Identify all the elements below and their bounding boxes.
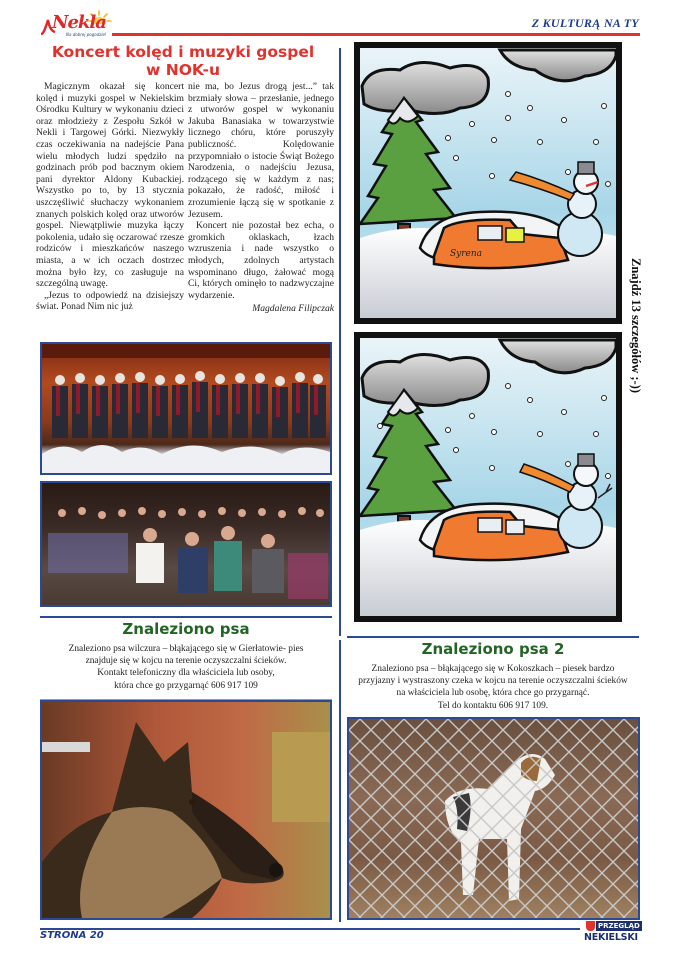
dog2-title: Znaleziono psa 2 [421, 640, 565, 658]
article-author: Magdalena Filipczak [252, 303, 334, 315]
paragraph: Koncert nie pozostał bez echa, o gromkich oklaskach, łzach wzruszenia i nade wszystko o młodych, zdolnych artystach wspominano długo, żałować mogą Ci, których ominęło to nadzwyczajne wydarzenie. [188, 220, 334, 301]
dog-fence-figure [349, 719, 638, 918]
article-headline [36, 43, 330, 79]
dog2-line: Znaleziono psa – błąkającego się w Kokoszkach – piesek bardzo [371, 664, 615, 674]
puzzle-caption: Znajdź 13 szczegółów ;-)) [629, 258, 643, 394]
nekla-logo [40, 10, 112, 40]
dog2-line: Tel do kontaktu 606 917 109. [437, 700, 549, 711]
headline-line-2: w NOK-u [146, 61, 220, 79]
winter-scene-modified [360, 338, 616, 616]
section-divider [347, 636, 639, 638]
article-column-1 [36, 81, 184, 313]
audience-figures [42, 483, 330, 605]
winter-scene-original [360, 48, 616, 318]
column-divider [339, 48, 341, 636]
dog2-description [345, 663, 641, 712]
shield-icon [586, 921, 595, 931]
puzzle-image-top [354, 42, 622, 324]
logo-tagline: Na dobrej pogodzie! [66, 32, 107, 37]
dog1-line: znajduje się w kojcu na terenie oczyszczalni ścieków. [85, 656, 287, 667]
choir-on-stage-photo [40, 342, 332, 475]
section-divider [40, 616, 332, 618]
section-title: Z KULTURĄ NA TY [531, 16, 639, 30]
page-number: STRONA 20 [40, 930, 104, 941]
choir-figures [42, 344, 330, 473]
dog1-line: która chce go przygarnąć 606 917 109 [114, 680, 258, 691]
przeglad-nekielski-logo [584, 921, 642, 951]
dog-shepherd-figure [42, 702, 330, 918]
dog2-line: przyjazny i wystraszony czeka w kojcu na terenie oczyszczalni ścieków [358, 676, 628, 687]
dog2-line: na właściciela lub osobę, która chce go przygarnąć. [396, 688, 590, 699]
column-divider-lower [339, 640, 341, 922]
headline-line-1: Koncert kolęd i muzyki gospel [51, 43, 315, 61]
paragraph: „Jezus to odpowiedź na dzisiejszy świat. Ponad Nim nic już [36, 289, 184, 313]
german-shepherd-photo [40, 700, 332, 920]
brand-top-text: PRZEGLĄD [598, 922, 640, 930]
dog1-title: Znaleziono psa [122, 620, 250, 638]
dog1-line: Znaleziono psa wilczura – błąkającego się w Gierłatowie- pies [68, 644, 304, 654]
dog1-description [40, 643, 332, 692]
paragraph: nie ma, bo Jezus drogą jest...” tak brzmiały słowa – przesłanie, jednego z utworów gospel w wykonaniu Jakuba Banasiaka w towarzystwie licznego chóru, które poruszyły publiczność. Kolędowanie przypomniało o istocie Świąt Bożego Narodzenia, o nadejściu Jezusa, rodzącego się w każdym z nas; pokazało, że radość, miłość i zrozumienie łączą się w spotkanie z Jezusem. [188, 81, 334, 220]
brand-bottom-text: NEKIELSKI [584, 932, 638, 943]
stray-dog-photo [347, 717, 640, 920]
audience-photo [40, 481, 332, 607]
car-label: Syrena [450, 249, 483, 259]
puzzle-image-bottom [354, 332, 622, 622]
footer-rule [40, 928, 580, 930]
dog1-line: Kontakt telefoniczny dla właściciela lub osoby, [97, 668, 275, 679]
header-rule [112, 33, 640, 36]
paragraph: Magicznym okazał się koncert kolęd i muzyki gospel w Nekielskim Ośrodku Kultury w wykonaniu dzieci oraz młodzieży z Zespołu Szkół w Nekli i Targowej Górki. Niezwykły czas oczekiwania na nadejście Pana wielu młodych ludzi spędziło na godzinach prób pod bacznym okiem pani dyrektor Aldony Kubackiej. Wszystko po to, by 13 stycznia uszczęśliwić słuchaczy wykonaniem znanych polskich kolęd oraz utworów gospel. Niewątpliwie muzyka łączy pokolenia, udało się oczarować rzesze rodziców i mieszkańców naszego miasta, a w ich oczach dostrzec można było łzy, co zasługuje na szczególną uwagę. [36, 81, 184, 290]
logo-text: Nekla [52, 12, 106, 33]
article-column-2 [188, 81, 334, 315]
